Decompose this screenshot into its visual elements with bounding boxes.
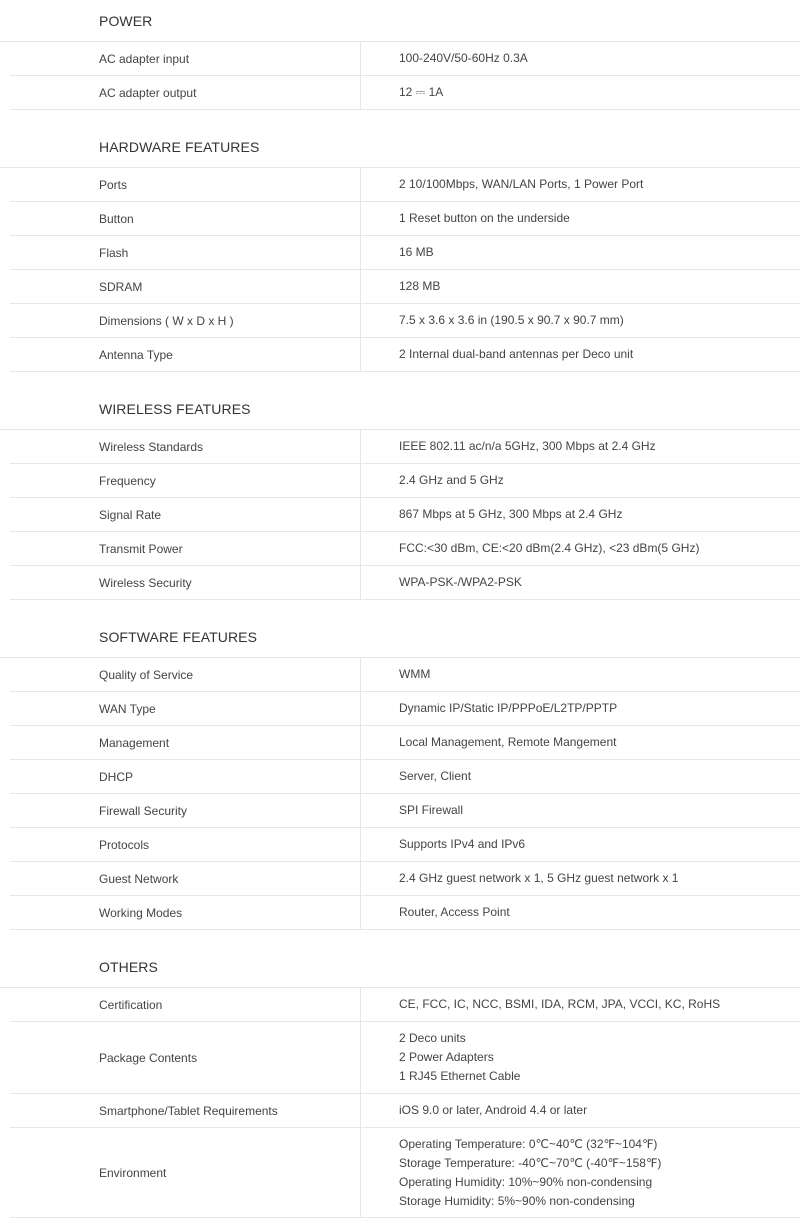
spec-value-line: 2.4 GHz guest network x 1, 5 GHz guest network x 1	[399, 871, 679, 885]
spec-label: Guest Network	[10, 862, 361, 895]
spec-label: AC adapter input	[10, 42, 361, 75]
spec-label: Flash	[10, 236, 361, 269]
spec-label: Smartphone/Tablet Requirements	[10, 1094, 361, 1127]
spec-label: Signal Rate	[10, 498, 361, 531]
spec-section	[0, 110, 800, 372]
spec-row	[10, 168, 800, 202]
spec-section	[0, 372, 800, 600]
spec-label: Wireless Standards	[10, 430, 361, 463]
spec-row	[10, 1128, 800, 1218]
spec-row	[10, 896, 800, 930]
section-title: POWER	[0, 0, 800, 42]
spec-label: Protocols	[10, 828, 361, 861]
spec-row	[10, 828, 800, 862]
spec-label: Firewall Security	[10, 794, 361, 827]
spec-row	[10, 338, 800, 372]
spec-label: Certification	[10, 988, 361, 1021]
spec-value	[361, 42, 800, 75]
spec-value-line: WPA-PSK-/WPA2-PSK	[399, 575, 522, 589]
spec-row	[10, 76, 800, 110]
spec-row	[10, 236, 800, 270]
spec-label: Environment	[10, 1128, 361, 1217]
spec-value-line: 1 Reset button on the underside	[399, 211, 570, 225]
spec-row	[10, 794, 800, 828]
spec-value-line: FCC:<30 dBm, CE:<20 dBm(2.4 GHz), <23 dBm(5 GHz)	[399, 541, 700, 555]
spec-value	[361, 168, 800, 201]
spec-value-line: Operating Humidity: 10%~90% non-condensing	[399, 1174, 653, 1189]
spec-label: Frequency	[10, 464, 361, 497]
spec-value-line: Storage Temperature: -40℃~70℃ (-40℉~158℉)	[399, 1155, 662, 1170]
spec-value-line: 16 MB	[399, 245, 434, 259]
spec-value	[361, 862, 800, 895]
spec-value	[361, 270, 800, 303]
spec-row	[10, 498, 800, 532]
spec-row	[10, 430, 800, 464]
spec-value-line: SPI Firewall	[399, 803, 464, 817]
spec-value-line: Operating Temperature: 0℃~40℃ (32℉~104℉)	[399, 1136, 658, 1151]
spec-value-line: Server, Client	[399, 769, 472, 783]
spec-row	[10, 760, 800, 794]
spec-value	[361, 1094, 800, 1127]
spec-value	[361, 726, 800, 759]
spec-value-line: 2 Internal dual-band antennas per Deco unit	[399, 347, 634, 361]
spec-value	[361, 692, 800, 725]
spec-value	[361, 464, 800, 497]
spec-value	[361, 304, 800, 337]
spec-value	[361, 988, 800, 1021]
spec-label: Ports	[10, 168, 361, 201]
spec-value-line: Supports IPv4 and IPv6	[399, 837, 526, 851]
spec-label: Quality of Service	[10, 658, 361, 691]
spec-value-line: iOS 9.0 or later, Android 4.4 or later	[399, 1103, 588, 1117]
spec-row	[10, 988, 800, 1022]
spec-value-line: Router, Access Point	[399, 905, 510, 919]
spec-row	[10, 862, 800, 896]
spec-label: AC adapter output	[10, 76, 361, 109]
spec-section	[0, 600, 800, 930]
spec-row	[10, 726, 800, 760]
spec-value-line: 2.4 GHz and 5 GHz	[399, 473, 504, 487]
spec-value-line: Local Management, Remote Mangement	[399, 735, 617, 749]
spec-value-line: Storage Humidity: 5%~90% non-condensing	[399, 1193, 635, 1208]
spec-value	[361, 532, 800, 565]
spec-section	[0, 930, 800, 1218]
spec-label: DHCP	[10, 760, 361, 793]
spec-row	[10, 1022, 800, 1094]
spec-row	[10, 566, 800, 600]
spec-value	[361, 236, 800, 269]
spec-row	[10, 658, 800, 692]
spec-value-line: 128 MB	[399, 279, 441, 293]
spec-label: Transmit Power	[10, 532, 361, 565]
spec-row	[10, 532, 800, 566]
spec-row	[10, 1094, 800, 1128]
spec-value-line: 1 RJ45 Ethernet Cable	[399, 1069, 521, 1083]
spec-value-line: WMM	[399, 667, 431, 681]
spec-value	[361, 760, 800, 793]
spec-row	[10, 202, 800, 236]
spec-value-line: 2 Deco units	[399, 1031, 466, 1045]
spec-value-line: 867 Mbps at 5 GHz, 300 Mbps at 2.4 GHz	[399, 507, 623, 521]
spec-label: Button	[10, 202, 361, 235]
spec-label: Working Modes	[10, 896, 361, 929]
spec-value-line: IEEE 802.11 ac/n/a 5GHz, 300 Mbps at 2.4 GHz	[399, 439, 656, 453]
spec-value	[361, 338, 800, 371]
spec-value-line: 7.5 x 3.6 x 3.6 in (190.5 x 90.7 x 90.7 mm)	[399, 313, 624, 327]
section-title: SOFTWARE FEATURES	[0, 600, 800, 658]
spec-value	[361, 498, 800, 531]
section-title: HARDWARE FEATURES	[0, 110, 800, 168]
spec-value	[361, 828, 800, 861]
spec-value	[361, 202, 800, 235]
spec-row	[10, 692, 800, 726]
spec-label: Package Contents	[10, 1022, 361, 1093]
spec-section	[0, 0, 800, 110]
spec-value-line: 2 10/100Mbps, WAN/LAN Ports, 1 Power Port	[399, 177, 644, 191]
spec-value-line: CE, FCC, IC, NCC, BSMI, IDA, RCM, JPA, VCCI, KC, RoHS	[399, 997, 721, 1011]
spec-value	[361, 566, 800, 599]
spec-row	[10, 464, 800, 498]
spec-value	[361, 658, 800, 691]
spec-value-line: Dynamic IP/Static IP/PPPoE/L2TP/PPTP	[399, 701, 618, 715]
spec-value	[361, 896, 800, 929]
spec-value-line: 2 Power Adapters	[399, 1050, 494, 1064]
spec-row	[10, 42, 800, 76]
spec-value-line: 12 ⎓ 1A	[399, 85, 444, 99]
spec-row	[10, 304, 800, 338]
section-title: WIRELESS FEATURES	[0, 372, 800, 430]
spec-label: Antenna Type	[10, 338, 361, 371]
spec-label: SDRAM	[10, 270, 361, 303]
spec-label: Dimensions ( W x D x H )	[10, 304, 361, 337]
spec-value	[361, 794, 800, 827]
spec-value	[361, 76, 800, 109]
spec-label: Wireless Security	[10, 566, 361, 599]
spec-value	[361, 1128, 800, 1217]
spec-value	[361, 430, 800, 463]
spec-row	[10, 270, 800, 304]
spec-value	[361, 1022, 800, 1093]
spec-value-line: 100-240V/50-60Hz 0.3A	[399, 51, 528, 65]
section-title: OTHERS	[0, 930, 800, 988]
spec-label: WAN Type	[10, 692, 361, 725]
spec-label: Management	[10, 726, 361, 759]
